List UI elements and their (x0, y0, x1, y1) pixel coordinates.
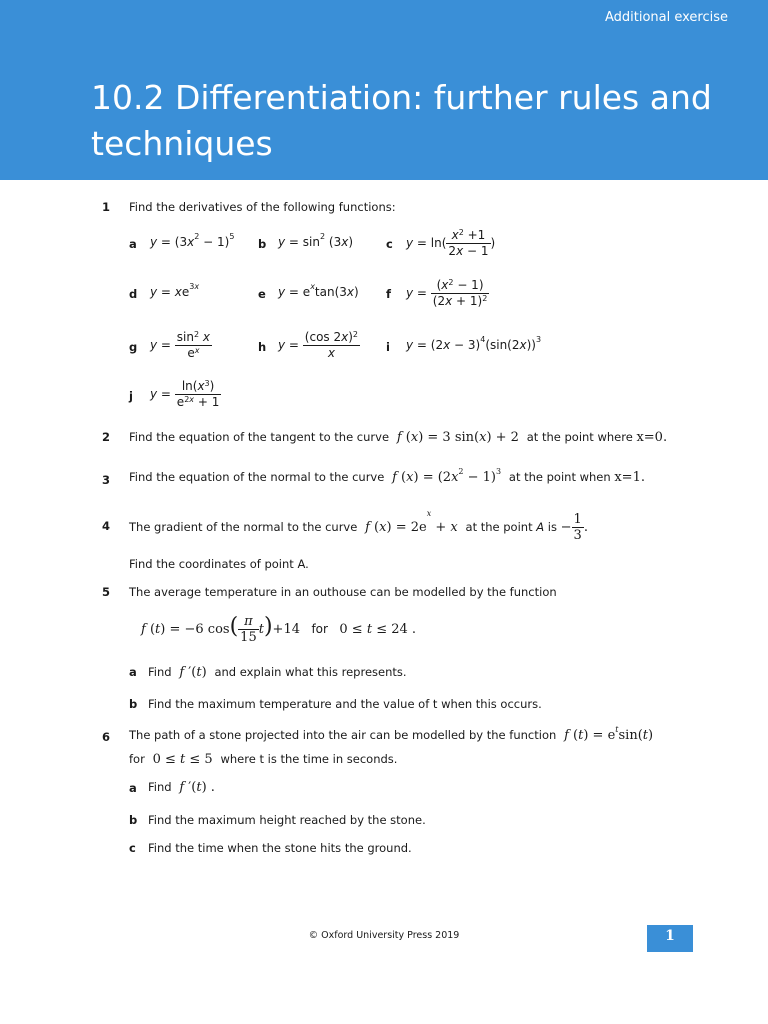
q2-text-before: Find the equation of the tangent to the curve (129, 430, 390, 444)
page-number-badge: 1 (647, 925, 693, 952)
q6-part-c-text: Find the time when the stone hits the ground. (148, 841, 412, 855)
q4-text-after: at the point (465, 520, 533, 534)
q3-text-after: at the point when (508, 470, 611, 484)
q2-function: f (x) = 3 sin(x) + 2 (396, 430, 524, 445)
q6-part-a-text: Find f ′(t) . (148, 780, 215, 795)
q5-part-a-text: Find f ′(t) and explain what this represents. (148, 665, 407, 680)
q6-function: f $(t) = e^t\sin(t)$ (564, 725, 654, 743)
q1-part-c-expression: y = ln( $\frac{x^2 +1}{2x - 1}$ ) (406, 228, 496, 258)
question-2-text (129, 430, 667, 445)
q5-function: f (t) = −6 cos( $\frac{\pi}{15}$ t)+14 for 0 ≤ t ≤ 24 . (141, 614, 417, 645)
question-1-text: Find the derivatives of the following functions: (129, 200, 396, 214)
q6-a-find: Find (148, 780, 172, 794)
q6-line-2: for 0 ≤ t ≤ 5 where t is the time in seconds. (129, 752, 398, 767)
question-3-text (129, 467, 645, 485)
q6-part-b-text: Find the maximum height reached by the stone. (148, 813, 426, 827)
q1-part-e-expression: $y = e^x\tan(3x)$ (278, 282, 359, 299)
q4-text-before: The gradient of the normal to the curve (129, 520, 358, 534)
q5-a-find: Find (148, 665, 172, 679)
q5-a-explain: and explain what this represents. (214, 665, 407, 679)
q1-part-g-expression: y = $\frac{\sin^2 x}{e^x}$ (150, 330, 211, 360)
header-tag: Additional exercise (604, 10, 728, 25)
q3-function: f $(x) = (2x^2 - 1)^3$ (392, 467, 502, 485)
question-3-number: 3 (102, 473, 111, 487)
header-banner (0, 0, 768, 180)
q6-part-b-label: b (129, 813, 138, 827)
question-2-number: 2 (102, 430, 111, 444)
q1-part-d-expression: $y = xe^{3x}$ (150, 282, 200, 299)
question-6-text (129, 725, 654, 743)
q2-point: x=0. (636, 430, 668, 445)
q6-part-a-label: a (129, 781, 137, 795)
q1-part-b-label: b (258, 237, 267, 251)
q1-part-h-expression: y = $\frac{(\cos 2x)^2}{x}$ (278, 330, 359, 360)
q4-gradient-value: − $\frac{1}{3}$ . (560, 512, 588, 543)
q1-part-e-label: e (258, 287, 266, 301)
question-5-text: The average temperature in an outhouse can be modelled by the function (129, 585, 557, 599)
q3-text-before: Find the equation of the normal to the curve (129, 470, 385, 484)
q6-part-c-label: c (129, 841, 136, 855)
q5-domain-word: for (311, 622, 328, 636)
q1-part-d-label: d (129, 287, 138, 301)
q4-is: is (547, 520, 557, 534)
q1-part-a-expression: $y = (3x^2 - 1)^5$ (150, 232, 235, 249)
q6-text-before: The path of a stone projected into the air can be modelled by the function (129, 728, 557, 742)
q1-part-c-label: c (386, 237, 393, 251)
q2-text-after: at the point where (526, 430, 633, 444)
question-4-number: 4 (102, 519, 111, 533)
q1-part-f-label: f (386, 287, 392, 301)
q1-part-i-label: i (386, 340, 390, 354)
question-6-number: 6 (102, 730, 111, 744)
q5-part-b-label: b (129, 697, 138, 711)
q1-part-f-expression: y = $\frac{(x^2 - 1)}{(2x + 1)^2}$ (406, 278, 488, 308)
q1-part-h-label: h (258, 340, 267, 354)
q1-part-i-expression: $y = (2x - 3)^4(\sin(2x))^3$ (406, 335, 542, 352)
q3-point: x=1. (614, 470, 645, 485)
q1-part-a-label: a (129, 237, 137, 251)
q1-part-j-label: j (129, 389, 133, 403)
q1-part-j-expression: y = $\frac{\ln(x^3)}{e^{2x} + 1}$ (150, 379, 220, 409)
q5-part-a-label: a (129, 665, 137, 679)
question-4-text (129, 509, 588, 543)
question-5-number: 5 (102, 585, 111, 599)
q4-point-name: A (536, 520, 545, 534)
q1-part-g-label: g (129, 340, 138, 354)
q6-where: where t is the time in seconds. (220, 752, 398, 766)
q6-for: for (129, 752, 145, 766)
q4-function: f $(x) = 2e^x + x$ (365, 509, 458, 535)
question-1-number: 1 (102, 200, 111, 214)
copyright-footer: © Oxford University Press 2019 (308, 930, 460, 941)
q1-part-b-expression: $y = \sin^2 (3x)$ (278, 232, 354, 249)
page-title: 10.2 Differentiation: further rules and techniques (91, 78, 712, 163)
q5-part-b-text: Find the maximum temperature and the value of t when this occurs. (148, 697, 542, 711)
q4-followup: Find the coordinates of point A. (129, 557, 309, 571)
